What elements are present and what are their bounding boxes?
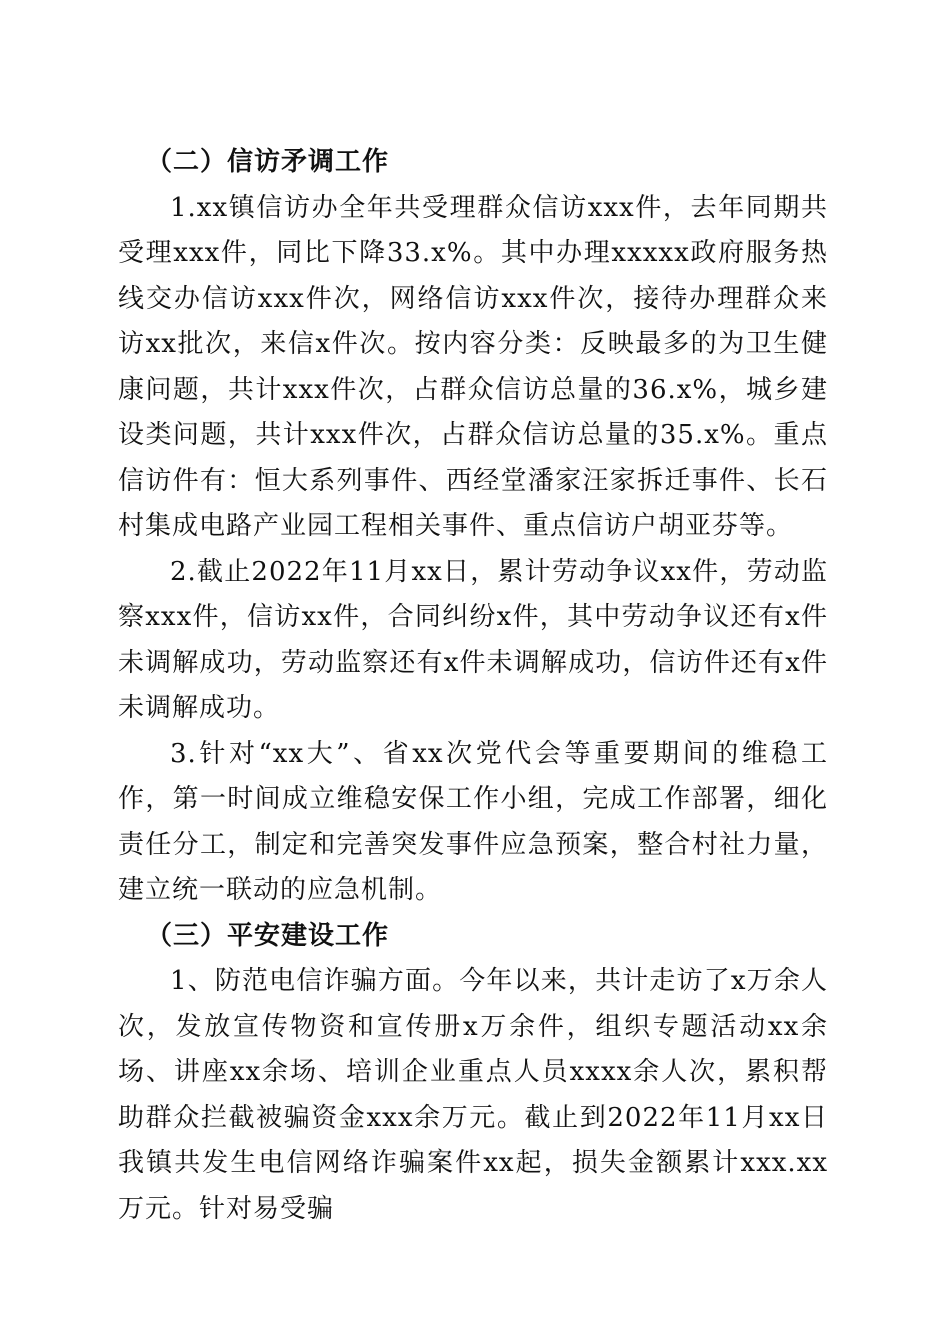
section-heading-safety: （三）平安建设工作 [146,920,390,951]
paragraph-stability-work: 3.针对“xx大”、省xx次党代会等重要期间的维稳工作，第一时间成立维稳安保工作小组，完成工作部署，细化责任分工，制定和完善突发事件应急预案，整合村社力量，建立统一联动的应急机制。 [118,738,828,905]
paragraph-labor-disputes: 2.截止2022年11月xx日，累计劳动争议xx件，劳动监察xxx件，信访xx件，合同纠纷x件，其中劳动争议还有x件未调解成功，劳动监察还有x件未调解成功，信访件还有x件未调解成功。 [118,556,828,723]
paragraph-telecom-fraud: 1、防范电信诈骗方面。今年以来，共计走访了x万余人次，发放宣传物资和宣传册x万余件，组织专题活动xx余场、讲座xx余场、培训企业重点人员xxxx余人次，累积帮助群众拦截被骗资金xxx余万元。截止到2022年11月xx日我镇共发生电信网络诈骗案件xx起，损失金额累计xxx.xx万元。针对易受骗 [118,966,828,1224]
section-heading-petition: （二）信访矛调工作 [146,147,390,177]
document-page [118,140,828,1232]
paragraph-petition-stats: 1.xx镇信访办全年共受理群众信访xxx件，去年同期共受理xxx件，同比下降33.x%。其中办理xxxxx政府服务热线交办信访xxx件次，网络信访xxx件次，接待办理群众来访xx批次，来信x件次。按内容分类：反映最多的为卫生健康问题，共计xxx件次，占群众信访总量的36.x%，城乡建设类问题，共计xxx件次，占群众信访总量的35.x%。重点信访件有：恒大系列事件、西经堂潘家汪家拆迁事件、长石村集成电路产业园工程相关事件、重点信访户胡亚芬等。 [118,192,828,541]
